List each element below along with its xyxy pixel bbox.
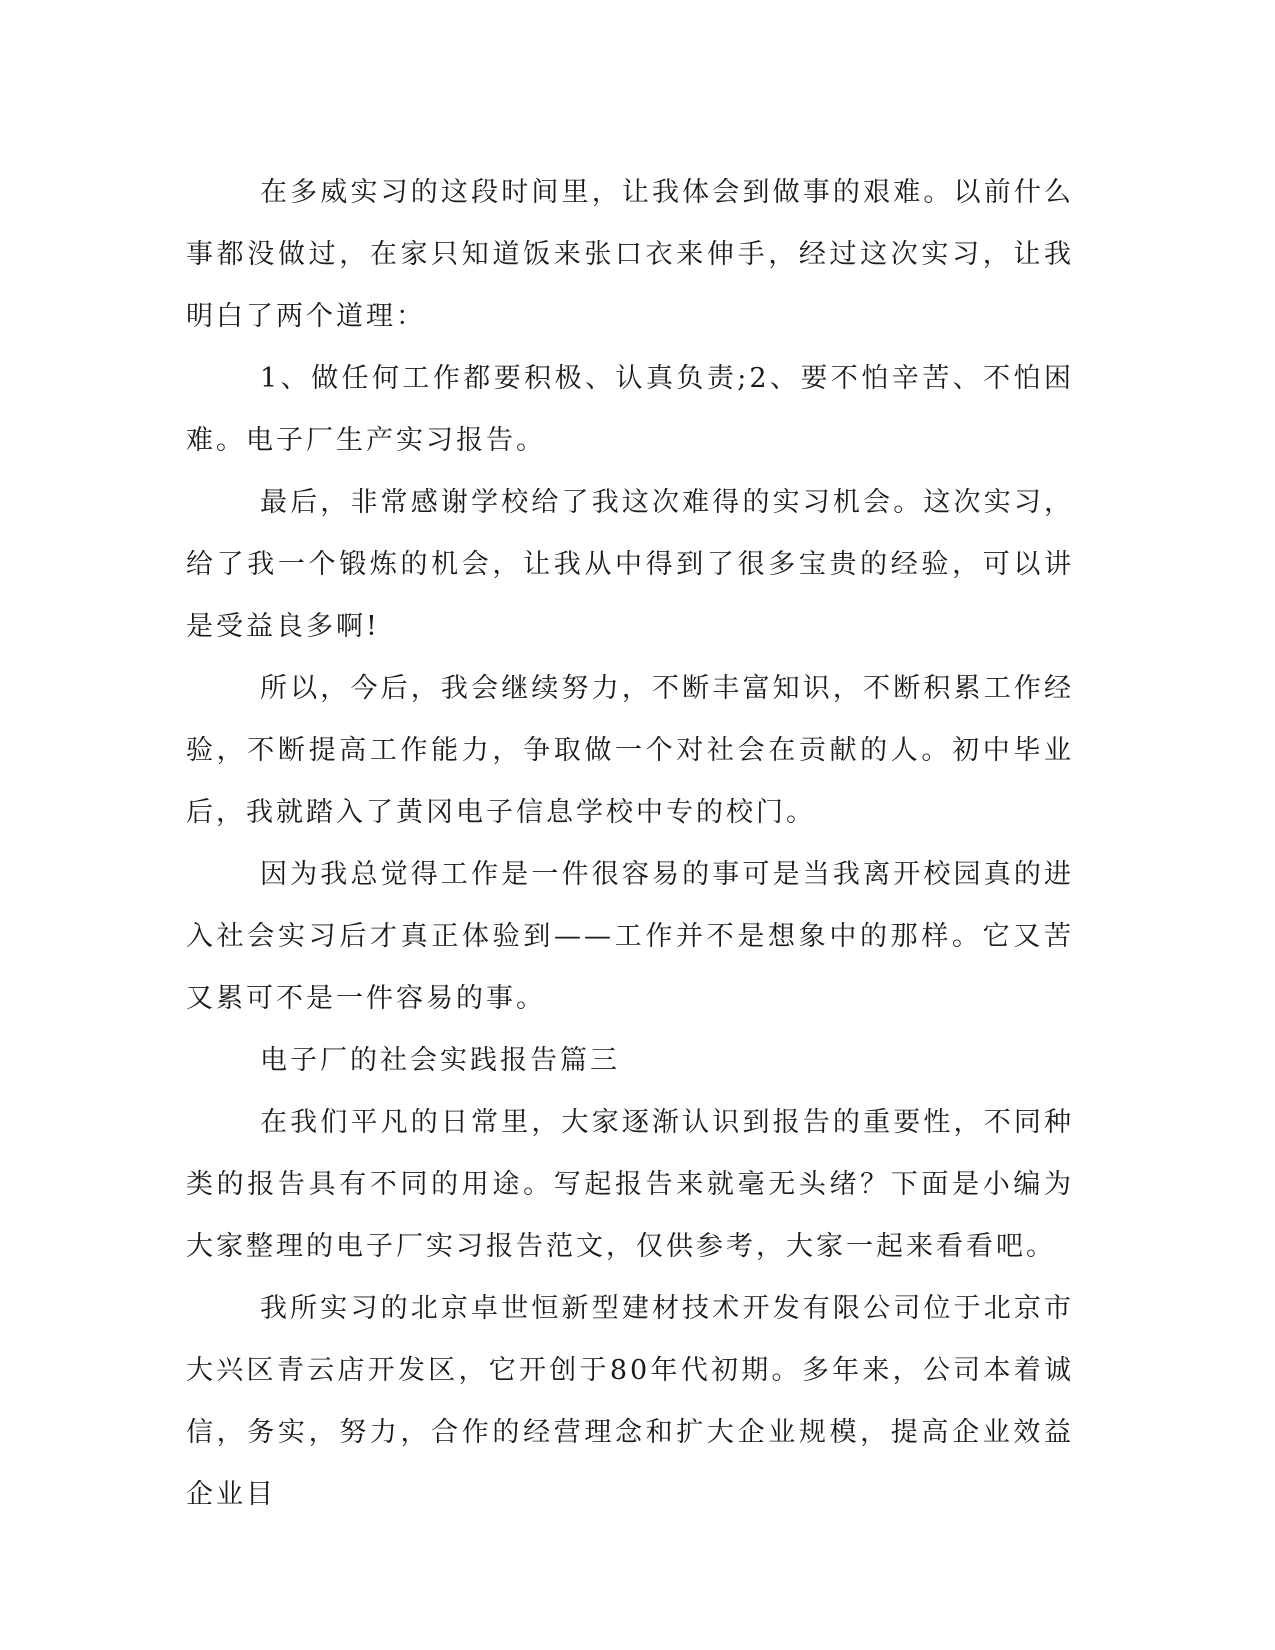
paragraph-work-not-easy: 因为我总觉得工作是一件很容易的事可是当我离开校园真的进入社会实习后才真正体验到——工作并不是想象中的那样。它又苦又累可不是一件容易的事。 xyxy=(186,859,1074,1014)
paragraph-future-effort: 所以，今后，我会继续努力，不断丰富知识，不断积累工作经验，不断提高工作能力，争取做一个对社会在贡献的人。初中毕业后，我就踏入了黄冈电子信息学校中专的校门。 xyxy=(186,673,1074,828)
paragraph-company-intro: 我所实习的北京卓世恒新型建材技术开发有限公司位于北京市大兴区青云店开发区，它开创于80年代初期。多年来，公司本着诚信，务实，努力，合作的经营理念和扩大企业规模，提高企业效益企业目 xyxy=(186,1293,1074,1510)
section-heading: 电子厂的社会实践报告篇三 xyxy=(260,1045,620,1076)
paragraph-internship-reflection: 在多威实习的这段时间里，让我体会到做事的艰难。以前什么事都没做过，在家只知道饭来张口衣来伸手，经过这次实习，让我明白了两个道理： xyxy=(186,177,1074,332)
paragraph-thanks: 最后，非常感谢学校给了我这次难得的实习机会。这次实习，给了我一个锻炼的机会，让我从中得到了很多宝贵的经验，可以讲是受益良多啊! xyxy=(186,487,1074,642)
document-body xyxy=(186,162,1074,1526)
paragraph-two-principles: 1、做任何工作都要积极、认真负责;2、要不怕辛苦、不怕困难。电子厂生产实习报告。 xyxy=(186,363,1074,456)
paragraph-report-intro: 在我们平凡的日常里，大家逐渐认识到报告的重要性，不同种类的报告具有不同的用途。写起报告来就毫无头绪？下面是小编为大家整理的电子厂实习报告范文，仅供参考，大家一起来看看吧。 xyxy=(186,1107,1074,1262)
